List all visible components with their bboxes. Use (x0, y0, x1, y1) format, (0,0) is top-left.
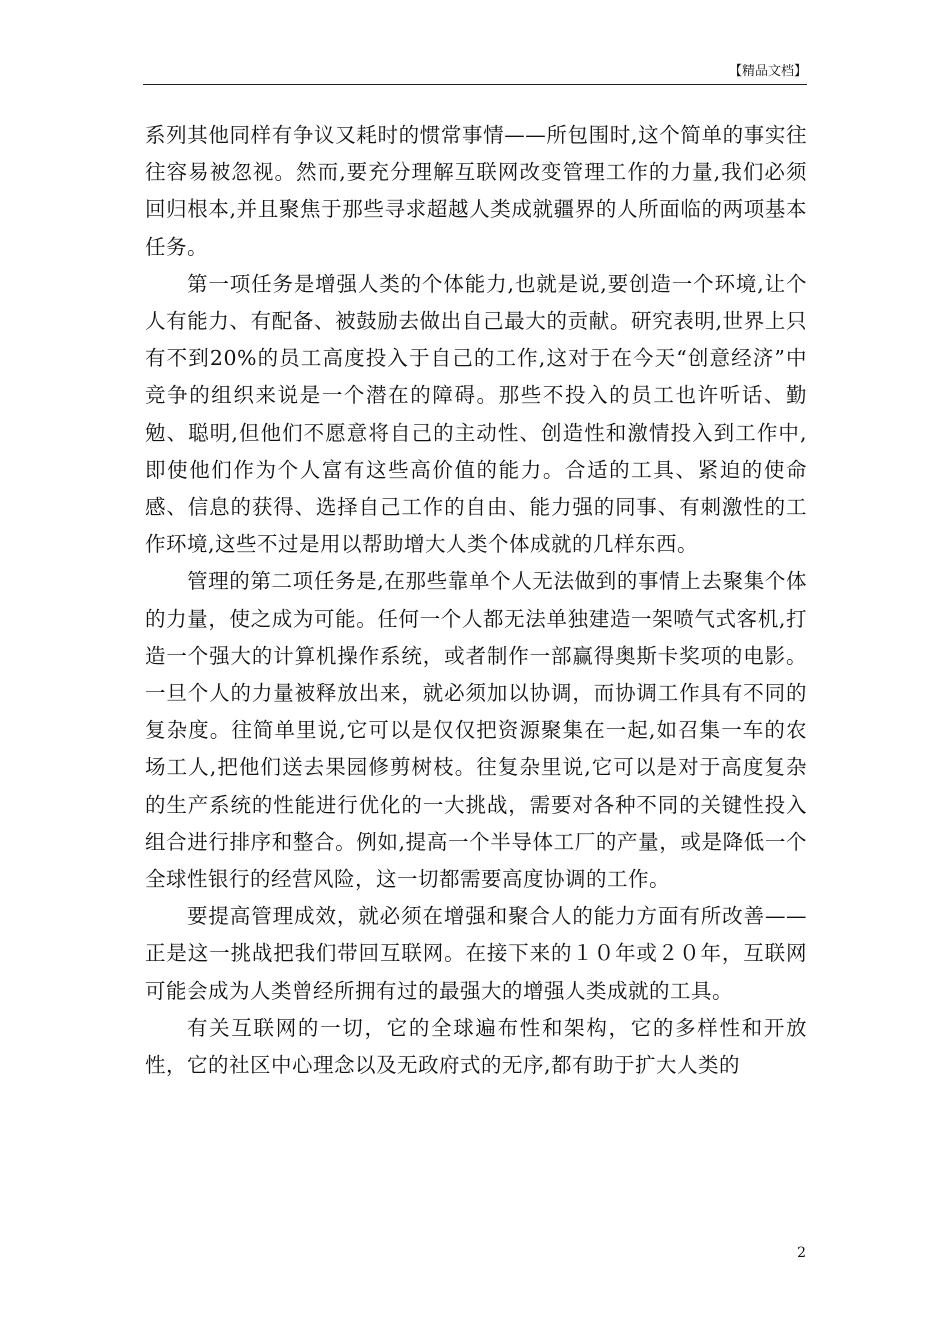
paragraph-first-task: 第一项任务是增强人类的个体能力,也就是说,要创造一个环境,让个人有能力、有配备、被鼓励去做出自己最大的贡献。研究表明,世界上只有不到20%的员工高度投入于自己的工作,这对于在今天“创意经济”中竞争的组织来说是一个潜在的障碍。那些不投入的员工也许听话、勤勉、聪明,但他们不愿意将自己的主动性、创造性和激情投入到工作中,即使他们作为个人富有这些高价值的能力。合适的工具、紧迫的使命感、信息的获得、选择自己工作的自由、能力强的同事、有刺激性的工作环境,这些不过是用以帮助增大人类个体成就的几样东西。 (145, 271, 807, 557)
document-body (145, 117, 807, 1084)
paragraph-continuation: 系列其他同样有争议又耗时的惯常事情——所包围时,这个简单的事实往往容易被忽视。然而,要充分理解互联网改变管理工作的力量,我们必须回归根本,并且聚焦于那些寻求超越人类成就疆界的人所面临的两项基本任务。 (145, 123, 807, 259)
page-number: 2 (797, 1245, 806, 1261)
header-divider (143, 84, 807, 85)
paragraph-internet-tool: 要提高管理成效，就必须在增强和聚合人的能力方面有所改善——正是这一挑战把我们带回互联网。在接下来的１０年或２０年，互联网可能会成为人类曾经所拥有过的最强大的增强人类成就的工具。 (145, 904, 807, 1003)
document-header-tag: 【精品文档】 (728, 64, 807, 79)
paragraph-internet-features: 有关互联网的一切，它的全球遍布性和架构，它的多样性和开放性，它的社区中心理念以及无政府式的无序,都有助于扩大人类的 (145, 1015, 807, 1078)
paragraph-second-task: 管理的第二项任务是,在那些靠单个人无法做到的事情上去聚集个体的力量，使之成为可能。任何一个人都无法单独建造一架喷气式客机,打造一个强大的计算机操作系统，或者制作一部赢得奥斯卡奖项的电影。一旦个人的力量被释放出来，就必须加以协调，而协调工作具有不同的复杂度。往简单里说,它可以是仅仅把资源聚集在一起,如召集一车的农场工人,把他们送去果园修剪树枝。往复杂里说,它可以是对于高度复杂的生产系统的性能进行优化的一大挑战，需要对各种不同的关键性投入组合进行排序和整合。例如,提高一个半导体工厂的产量，或是降低一个全球性银行的经营风险，这一切都需要高度协调的工作。 (145, 569, 807, 892)
